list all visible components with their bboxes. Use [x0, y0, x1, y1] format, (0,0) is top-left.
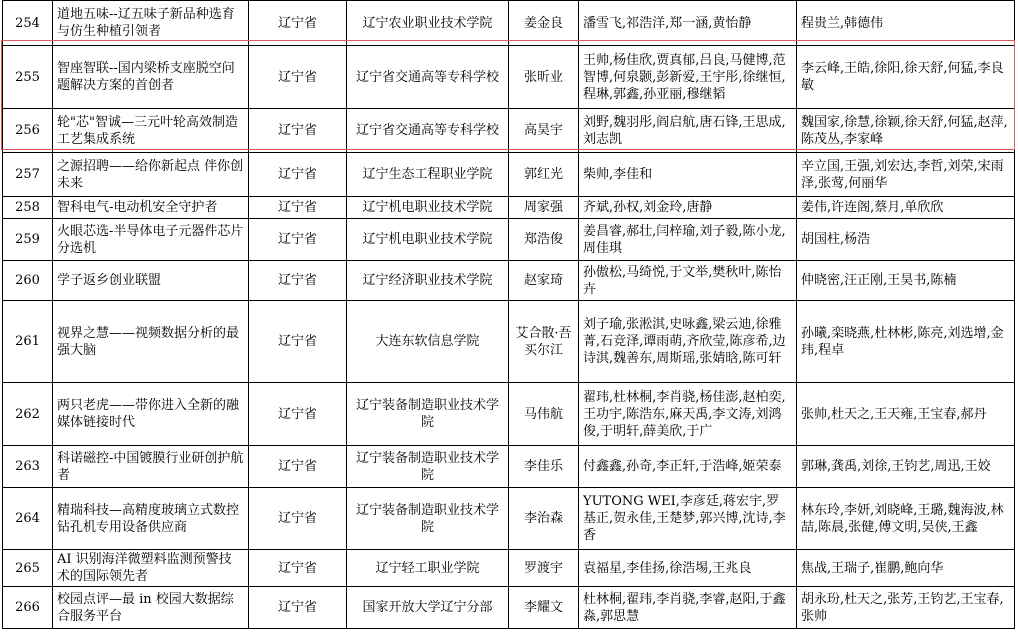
cell-school: 国家开放大学辽宁分部 [347, 587, 509, 629]
cell-school: 辽宁省交通高等专科学校 [347, 109, 509, 153]
cell-project: 火眼芯选-半导体电子元器件芯片分选机 [53, 219, 249, 261]
cell-leader: 姜金良 [509, 1, 579, 46]
cell-members: 姜昌睿,郝壮,闫梓瑜,刘子毅,陈小龙,周佳琪 [579, 219, 797, 261]
cell-no: 257 [3, 153, 53, 197]
table-row [3, 153, 1015, 197]
cell-province: 辽宁省 [249, 219, 347, 261]
cell-no: 266 [3, 587, 53, 629]
cell-school: 大连东软信息学院 [347, 301, 509, 383]
table-row [3, 261, 1015, 301]
cell-no: 263 [3, 446, 53, 488]
table-row [3, 550, 1015, 587]
cell-no: 265 [3, 550, 53, 587]
cell-members: 付鑫鑫,孙奇,李正轩,于浩峰,姬荣泰 [579, 446, 797, 488]
cell-members: 袁福星,李佳扬,徐浩埸,王兆良 [579, 550, 797, 587]
cell-school: 辽宁机电职业技术学院 [347, 219, 509, 261]
cell-members: 刘子瑜,张淞淇,史咏鑫,梁云迪,徐雅菁,石竞泽,谭雨萌,齐欣莹,陈彦希,边诗淇,魏善东,周斯瑶,张婧晗,陈可轩 [579, 301, 797, 383]
cell-no: 260 [3, 261, 53, 301]
cell-province: 辽宁省 [249, 587, 347, 629]
cell-members: 刘野,魏羽彤,阎启航,唐石锋,王思成,刘志凯 [579, 109, 797, 153]
cell-members: 潘雪飞,祁浩洋,郑一涵,黄怡静 [579, 1, 797, 46]
cell-leader: 马伟航 [509, 383, 579, 446]
cell-no: 256 [3, 109, 53, 153]
cell-members: 孙傲松,马绮悦,于文举,樊秋叶,陈怡卉 [579, 261, 797, 301]
cell-school: 辽宁生态工程职业学院 [347, 153, 509, 197]
cell-school: 辽宁轻工职业学院 [347, 550, 509, 587]
cell-project: 之源招聘——给你新起点 伴你创未来 [53, 153, 249, 197]
cell-advisors: 李云峰,王皓,徐阳,徐天舒,何猛,李良敏 [797, 46, 1015, 109]
cell-project: 校园点评—最 in 校园大数据综合服务平台 [53, 587, 249, 629]
cell-no: 259 [3, 219, 53, 261]
cell-province: 辽宁省 [249, 301, 347, 383]
cell-advisors: 胡国柱,杨浩 [797, 219, 1015, 261]
cell-province: 辽宁省 [249, 1, 347, 46]
cell-advisors: 仲晓密,汪正刚,王昊书,陈楠 [797, 261, 1015, 301]
cell-leader: 李治森 [509, 488, 579, 550]
cell-members: 齐斌,孙权,刘金玲,唐静 [579, 197, 797, 219]
cell-province: 辽宁省 [249, 488, 347, 550]
cell-school: 辽宁机电职业技术学院 [347, 197, 509, 219]
cell-project: 智科电气-电动机安全守护者 [53, 197, 249, 219]
cell-no: 254 [3, 1, 53, 46]
cell-province: 辽宁省 [249, 109, 347, 153]
cell-advisors: 胡永玢,杜天之,张芳,王钧艺,王宝春,张帅 [797, 587, 1015, 629]
cell-province: 辽宁省 [249, 383, 347, 446]
cell-advisors: 姜伟,许连阁,蔡月,单欣欣 [797, 197, 1015, 219]
cell-project: 科诺磁控-中国镀膜行业研创护航者 [53, 446, 249, 488]
cell-province: 辽宁省 [249, 153, 347, 197]
cell-members: 杜林桐,翟玮,李肖骁,李睿,赵阳,于鑫淼,郭思慧 [579, 587, 797, 629]
cell-leader: 李佳乐 [509, 446, 579, 488]
cell-no: 262 [3, 383, 53, 446]
cell-advisors: 焦战,王瑞子,崔鹏,鲍向华 [797, 550, 1015, 587]
cell-advisors: 林东玲,李妍,刘晓峰,王璐,魏海波,林喆,陈晨,张健,傅文明,吴侠,王鑫 [797, 488, 1015, 550]
cell-province: 辽宁省 [249, 550, 347, 587]
cell-project: AI 识别海洋微塑料监测预警技术的国际领先者 [53, 550, 249, 587]
cell-province: 辽宁省 [249, 46, 347, 109]
cell-advisors: 孙曦,栾晓燕,杜林彬,陈亮,刘选增,金玮,程卓 [797, 301, 1015, 383]
cell-no: 255 [3, 46, 53, 109]
table-body [3, 1, 1015, 629]
table-row [3, 109, 1015, 153]
table-row [3, 1, 1015, 46]
cell-province: 辽宁省 [249, 446, 347, 488]
table-row [3, 46, 1015, 109]
cell-school: 辽宁装备制造职业技术学院 [347, 446, 509, 488]
cell-school: 辽宁装备制造职业技术学院 [347, 383, 509, 446]
cell-project: 视界之慧——视频数据分析的最强大脑 [53, 301, 249, 383]
cell-advisors: 程贵兰,韩德伟 [797, 1, 1015, 46]
cell-members: 柴帅,李佳和 [579, 153, 797, 197]
cell-province: 辽宁省 [249, 197, 347, 219]
cell-leader: 周家强 [509, 197, 579, 219]
cell-no: 261 [3, 301, 53, 383]
cell-leader: 高昊宇 [509, 109, 579, 153]
cell-school: 辽宁省交通高等专科学校 [347, 46, 509, 109]
award-table [2, 0, 1015, 629]
cell-no: 264 [3, 488, 53, 550]
cell-members: YUTONG WEI,李彦廷,蒋宏宇,罗基正,贺永佳,王楚梦,郭兴博,沈诗,李香 [579, 488, 797, 550]
table-row [3, 197, 1015, 219]
table-row [3, 446, 1015, 488]
cell-advisors: 辛立国,王强,刘宏达,李哲,刘荣,宋雨泽,张莺,何丽华 [797, 153, 1015, 197]
table-row [3, 219, 1015, 261]
cell-members: 翟玮,杜林桐,李肖骁,杨佳澎,赵柏奕,王功宇,陈浩东,麻天禹,李文涛,刘鸿俊,于明轩,薛美欣,于广 [579, 383, 797, 446]
cell-school: 辽宁农业职业技术学院 [347, 1, 509, 46]
table-row [3, 488, 1015, 550]
cell-leader: 郑浩俊 [509, 219, 579, 261]
cell-project: 精瑞科技—高精度玻璃立式数控钻孔机专用设备供应商 [53, 488, 249, 550]
table-row [3, 587, 1015, 629]
cell-leader: 罗渡宇 [509, 550, 579, 587]
cell-leader: 艾合散·吾买尔江 [509, 301, 579, 383]
cell-members: 王帅,杨佳欣,贾真郁,吕良,马健博,范智博,何泉颢,彭新爱,王宇彤,徐继恒,程琳,郭鑫,孙亚丽,穆继韬 [579, 46, 797, 109]
cell-leader: 张昕业 [509, 46, 579, 109]
cell-advisors: 魏国家,徐慧,徐颖,徐天舒,何猛,赵萍,陈茂丛,李家峰 [797, 109, 1015, 153]
cell-province: 辽宁省 [249, 261, 347, 301]
cell-school: 辽宁装备制造职业技术学院 [347, 488, 509, 550]
cell-leader: 李耀文 [509, 587, 579, 629]
cell-leader: 郭红光 [509, 153, 579, 197]
cell-advisors: 郭琳,龚禹,刘徐,王钧艺,周迅,王姣 [797, 446, 1015, 488]
cell-no: 258 [3, 197, 53, 219]
cell-project: 两只老虎——带你进入全新的融媒体链接时代 [53, 383, 249, 446]
cell-project: 轮"芯"智诚—三元叶轮高效制造工艺集成系统 [53, 109, 249, 153]
cell-advisors: 张帅,杜天之,王天雍,王宝春,郝丹 [797, 383, 1015, 446]
cell-leader: 赵家琦 [509, 261, 579, 301]
cell-project: 道地五味--辽五味子新品种选育与仿生种植引领者 [53, 1, 249, 46]
cell-project: 学子返乡创业联盟 [53, 261, 249, 301]
cell-project: 智座智联--国内梁桥支座脱空问题解决方案的首创者 [53, 46, 249, 109]
table-row [3, 301, 1015, 383]
cell-school: 辽宁经济职业技术学院 [347, 261, 509, 301]
table-row [3, 383, 1015, 446]
